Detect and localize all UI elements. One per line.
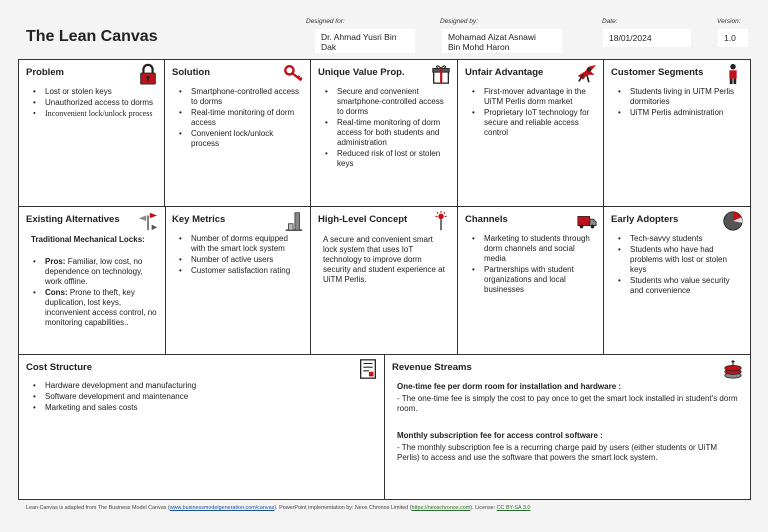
unfair-title: Unfair Advantage <box>465 67 544 78</box>
designed-for-line2: Dak <box>321 42 337 52</box>
unfair-item: • Proprietary IoT technology for secure and reliable access control <box>468 108 596 138</box>
cons-label: Cons: <box>45 288 68 297</box>
pros-label: Pros: <box>45 257 66 266</box>
solution-item: • Real-time monitoring of dorm access <box>175 108 303 128</box>
alternatives-title: Existing Alternatives <box>26 214 120 225</box>
adopters-item: • Students who have had problems with lost or stolen keys <box>614 245 742 275</box>
problem-item: • Unauthorized access to dorms <box>29 98 157 108</box>
unfair-item: • First-mover advantage in the UiTM Perlis dorm market <box>468 87 596 107</box>
solution-title: Solution <box>172 67 210 78</box>
version-field[interactable]: 1.0 <box>718 29 748 47</box>
gift-icon <box>430 63 452 85</box>
revenue-s1-text: - The one-time fee is simply the cost to pay once to get the smart lock installed in student's dorm room. <box>397 394 738 413</box>
person-icon <box>722 63 744 85</box>
version-label: Version: <box>717 18 741 25</box>
footer-link-license[interactable]: CC BY-SA 3.0 <box>496 505 531 511</box>
cost-cell <box>19 355 385 499</box>
solution-cell <box>165 60 311 207</box>
footer-credit <box>26 505 530 511</box>
unfair-cell <box>458 60 604 207</box>
designed-for-field[interactable] <box>315 29 415 53</box>
date-field[interactable]: 18/01/2024 <box>603 29 691 47</box>
revenue-s1-heading: One-time fee per dorm room for installation and hardware : <box>397 382 622 391</box>
problem-item: • Inconvenient lock/unlock process <box>29 109 157 119</box>
footer-text-2: ). PowerPoint implementation by: Neos Chronos Limited ( <box>274 505 412 511</box>
designed-by-line2: Bin Mohd Haron <box>448 42 510 52</box>
uvp-cell <box>311 60 458 207</box>
metrics-item: • Number of dorms equipped with the smart lock system <box>175 234 303 254</box>
lock-icon <box>137 63 159 85</box>
metrics-item: • Number of active users <box>175 255 303 265</box>
adopters-cell <box>604 207 750 355</box>
adopters-title: Early Adopters <box>611 214 679 225</box>
cost-item: • Software development and maintenance <box>29 392 377 402</box>
designed-by-field[interactable] <box>442 29 562 53</box>
pie-icon <box>722 210 744 232</box>
uvp-item: • Reduced risk of lost or stolen keys <box>321 149 450 169</box>
revenue-title: Revenue Streams <box>392 362 472 373</box>
problem-title: Problem <box>26 67 65 78</box>
uvp-item: • Secure and convenient smartphone-controlled access to dorms <box>321 87 450 117</box>
segments-title: Customer Segments <box>611 67 704 78</box>
channels-title: Channels <box>465 214 508 225</box>
solution-item: • Convenient lock/unlock process <box>175 129 303 149</box>
revenue-s2-text: - The monthly subscription fee is a recurring charge paid by users (either students or UiTM Perlis) to access and use the software that powers the smart lock system. <box>397 443 717 462</box>
cost-item: • Hardware development and manufacturing <box>29 381 377 391</box>
metrics-title: Key Metrics <box>172 214 226 225</box>
cons-text: Prone to theft, key duplication, lost keys, inconvenient access control, no monitoring capabilities.. <box>45 288 157 327</box>
chart-icon <box>283 210 305 232</box>
channels-item: • Marketing to students through dorm channels and social media <box>468 234 596 264</box>
footer-text-3: ). License: <box>470 505 497 511</box>
date-label: Date: <box>602 18 618 25</box>
designed-by-line1: Mohamad Aizat Asnawi <box>448 32 536 42</box>
adopters-item: • Tech-savvy students <box>614 234 742 244</box>
uvp-title: Unique Value Prop. <box>318 67 405 78</box>
problem-item: • Lost or stolen keys <box>29 87 157 97</box>
cost-title: Cost Structure <box>26 362 92 373</box>
footer-link-bmc[interactable]: www.businessmodelgeneration.com/canvas <box>169 505 275 511</box>
page-title: The Lean Canvas <box>26 28 158 45</box>
crossroads-icon <box>137 210 159 232</box>
adopters-item: • Students who value security and convenience <box>614 276 742 296</box>
segments-cell <box>604 60 750 207</box>
segments-item: • UiTM Perlis administration <box>614 108 742 118</box>
channels-item: • Partnerships with student organizations and local businesses <box>468 265 596 295</box>
concept-title: High-Level Concept <box>318 214 408 225</box>
footer-text-1: Lean Canvas is adapted from The Business Model Canvas ( <box>26 505 170 511</box>
key-icon <box>283 63 305 85</box>
concept-text: A secure and convenient smart lock system that uses IoT technology to improve dorm security and student experience at UiTM Perlis. <box>323 235 445 284</box>
segments-item: • Students living in UiTM Perlis dormitories <box>614 87 742 107</box>
alternatives-cell <box>19 207 165 355</box>
superhero-icon <box>576 63 598 85</box>
lean-canvas <box>18 59 749 498</box>
cost-item: • Marketing and sales costs <box>29 403 377 413</box>
solution-item: • Smartphone-controlled access to dorms <box>175 87 303 107</box>
revenue-cell <box>385 355 750 499</box>
revenue-s2-heading: Monthly subscription fee for access control software : <box>397 431 603 440</box>
concept-cell <box>311 207 458 355</box>
pros-text: Familiar, low cost, no dependence on technology, work offline. <box>45 257 143 286</box>
metrics-cell <box>165 207 311 355</box>
designed-for-label: Designed for: <box>306 18 345 25</box>
alternatives-heading: Traditional Mechanical Locks: <box>31 235 145 244</box>
sparkle-icon <box>430 210 452 232</box>
money-icon <box>722 358 744 380</box>
uvp-item: • Real-time monitoring of dorm access for both students and administration <box>321 118 450 148</box>
metrics-item: • Customer satisfaction rating <box>175 266 303 276</box>
designed-by-label: Designed by: <box>440 18 478 25</box>
footer-link-neos[interactable]: https://neoschronos.com <box>411 505 471 511</box>
truck-icon <box>576 210 598 232</box>
channels-cell <box>458 207 604 355</box>
alternatives-cons <box>29 288 157 328</box>
alternatives-pros <box>29 257 157 287</box>
designed-for-line1: Dr. Ahmad Yusri Bin <box>321 32 397 42</box>
receipt-icon <box>357 358 379 380</box>
